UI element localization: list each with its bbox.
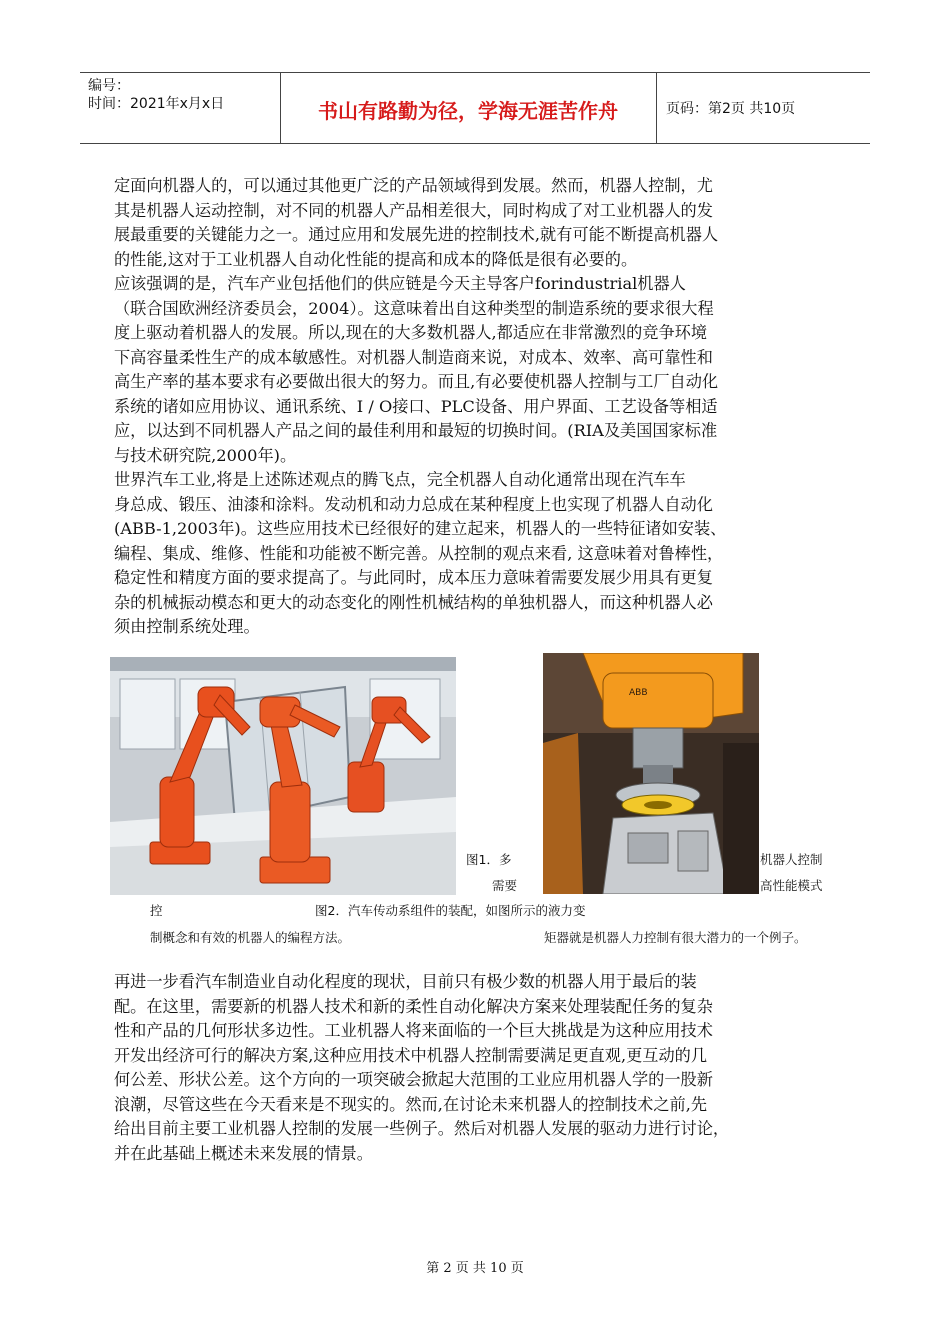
text-line: 的性能,这对于工业机器人自动化性能的提高和成本的降低是很有必要的。 — [114, 249, 638, 269]
text-line: 应，以达到不同机器人产品之间的最佳利用和最短的切换时间。(RIA及美国国家标准 — [114, 421, 718, 440]
header-divider — [656, 73, 657, 143]
torque-converter-photo — [543, 653, 759, 894]
date-label: 时间：2021年x月x日 — [88, 96, 225, 112]
text-line: （联合国欧洲经济委员会，2004）。这意味着出自这种类型的制造系统的要求很大程 — [114, 298, 714, 318]
text-line: 稳定性和精度方面的要求提高了。与此同时，成本压力意味着需要发展少用具有更复 — [114, 568, 713, 587]
text-line: 配。在这里，需要新的机器人技术和新的柔性自动化解决方案来处理装配任务的复杂 — [114, 996, 713, 1016]
figure2-caption: 图2．汽车传动系组件的装配，如图所示的液力变 — [315, 903, 586, 918]
text-line: 并在此基础上概述未来发展的情景。 — [114, 1143, 373, 1163]
header-motto: 书山有路勤为径，学海无涯苦作舟 — [318, 99, 618, 123]
text-line: 应该强调的是，汽车产业包括他们的供应链是今天主导客户forindustrial机器人 — [114, 274, 686, 293]
text-line: 与技术研究院,2000年)。 — [114, 445, 297, 465]
text-line: 身总成、锻压、油漆和涂料。发动机和动力总成在某种程度上也实现了机器人自动化 — [114, 494, 713, 514]
paragraph-2 — [114, 272, 836, 468]
paragraph-3 — [114, 468, 836, 640]
text-line: 再进一步看汽车制造业自动化程度的现状，目前只有极少数的机器人用于最后的装 — [114, 972, 697, 991]
text-line: 给出目前主要工业机器人控制的发展一些例子。然后对机器人发展的驱动力进行讨论， — [114, 1119, 730, 1138]
robot-cell-photo — [110, 657, 456, 895]
text-line: 开发出经济可行的解决方案,这种应用技术中机器人控制需要满足更直观,更互动的几 — [114, 1045, 708, 1065]
text-line: 性和产品的几何形状多边性。工业机器人将来面临的一个巨大挑战是为这种应用技术 — [114, 1021, 713, 1040]
header-meta — [88, 77, 224, 113]
number-label: 编号： — [88, 78, 130, 94]
text-line: (ABB-1,2003年)。这些应用技术已经很好的建立起来，机器人的一些特征诸如安装、 — [114, 519, 727, 538]
header-page-label: 页码：第2页 共10页 — [666, 101, 796, 117]
paragraph-4 — [114, 970, 836, 1166]
page-header — [80, 72, 870, 144]
svg-text:ABB: ABB — [629, 688, 648, 698]
text-line: 其是机器人运动控制，对不同的机器人产品相差很大，同时构成了对工业机器人的发 — [114, 200, 713, 220]
text-line: 浪潮，尽管这些在今天看来是不现实的。然而,在讨论未来机器人的控制技术之前,先 — [114, 1094, 708, 1114]
text-line: 世界汽车工业,将是上述陈述观点的腾飞点，完全机器人自动化通常出现在汽车车 — [114, 470, 686, 489]
figure1-caption-fragment: 需要 — [492, 878, 518, 893]
text-line: 高生产率的基本要求有必要做出很大的努力。而且,有必要使机器人控制与工厂自动化 — [114, 372, 719, 391]
figure1-caption-fragment: 图1．多 — [466, 852, 512, 867]
text-line: 系统的诸如应用协议、通讯系统、I / O接口、PLC设备、用户界面、工艺设备等相适 — [114, 396, 718, 416]
paragraph-1 — [114, 174, 836, 272]
figure2-caption-line: 矩器就是机器人力控制有很大潜力的一个例子。 — [544, 930, 807, 945]
figure1-caption-fragment: 机器人控制 — [760, 852, 823, 867]
text-line: 须由控制系统处理。 — [114, 617, 260, 636]
figure1-caption-line: 制概念和有效的机器人的编程方法。 — [150, 930, 351, 945]
text-line: 编程、集成、维修、性能和功能被不断完善。从控制的观点来看, 这意味着对鲁棒性， — [114, 543, 724, 563]
text-line: 展最重要的关键能力之一。通过应用和发展先进的控制技术,就有可能不断提高机器人 — [114, 225, 719, 244]
text-line: 杂的机械振动模态和更大的动态变化的刚性机械结构的单独机器人，而这种机器人必 — [114, 592, 713, 612]
page-footer: 第 2 页 共 10 页 — [426, 1261, 524, 1276]
text-line: 下高容量柔性生产的成本敏感性。对机器人制造商来说，对成本、效率、高可靠性和 — [114, 347, 713, 367]
figure1-caption-fragment: 控 — [150, 903, 163, 918]
text-line: 度上驱动着机器人的发展。所以,现在的大多数机器人,都适应在非常激烈的竞争环境 — [114, 323, 708, 342]
text-line: 定面向机器人的，可以通过其他更广泛的产品领域得到发展。然而，机器人控制，尤 — [114, 176, 713, 195]
text-line: 何公差、形状公差。这个方向的一项突破会掀起大范围的工业应用机器人学的一股新 — [114, 1070, 713, 1089]
figure1-caption-fragment: 高性能模式 — [760, 878, 823, 893]
